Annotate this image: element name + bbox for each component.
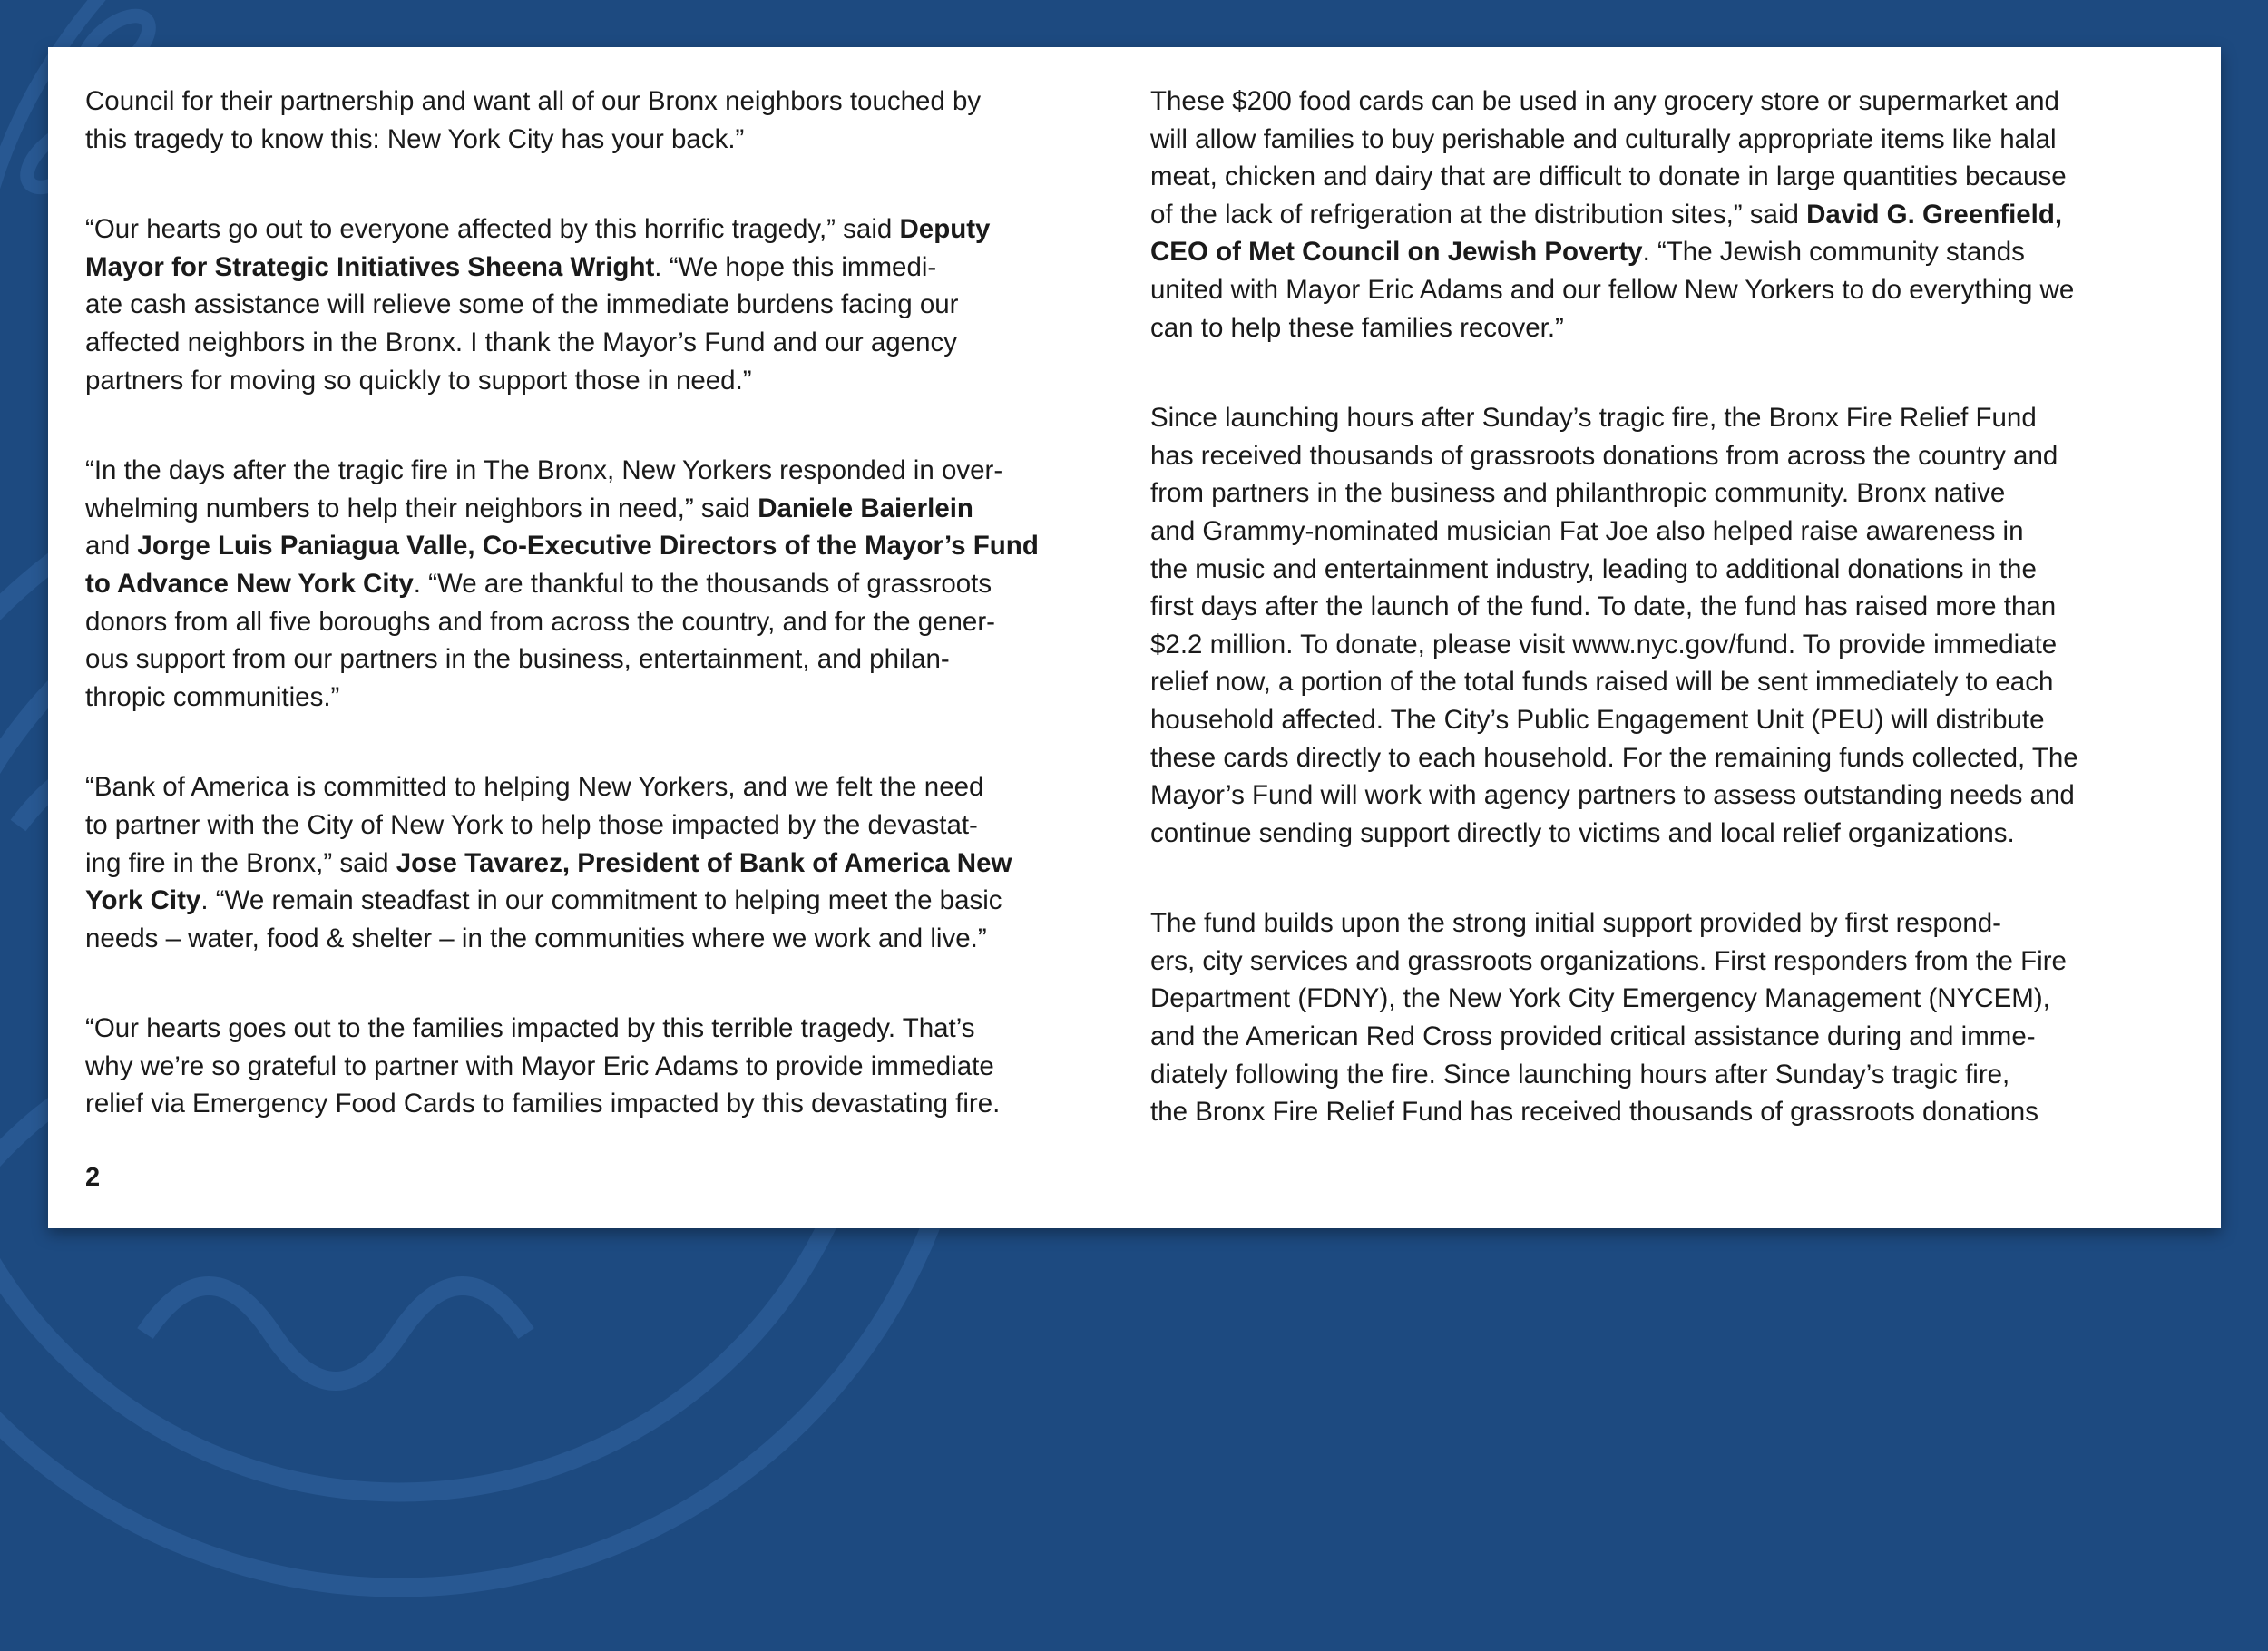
paragraph-text: “In the days after the tragic fire in The Bronx, New Yorkers responded in over- whelming numbers to help their neighbors in need,” said (85, 455, 1003, 523)
bold-attribution: Deputy Mayor for Strategic Initiatives Sheena Wright (85, 214, 991, 282)
paragraph-text: . “The Jewish community stands united with Mayor Eric Adams and our fellow New Yorkers to do everything we can to help these families recover.” (1150, 237, 2075, 343)
paragraph-text: Council for their partnership and want all of our Bronx neighbors touched by this tragedy to know this: New York City has your back.” (85, 86, 982, 154)
document-page (48, 47, 2221, 1228)
bold-attribution: Daniele Baierlein (758, 493, 973, 523)
paragraph-text: The fund builds upon the strong initial support provided by first respond- ers, city services and grassroots organizations. First responders from the Fire Department (FDNY), the New York City Emergency Management (NYCEM), and the American Red Cross provided critical assistance during and imme- diately following the fire. Since launching hours after Sunday’s tragic fire, the Bronx Fire Relief Fund has received thousands of grassroots donations (1150, 908, 2067, 1128)
paragraph-text: Since launching hours after Sunday’s tragic fire, the Bronx Fire Relief Fund has received thousands of grassroots donations from across the country and from partners in the business and philanthropic community. Bronx native and Grammy-nominated musician Fat Joe also helped raise awareness in the music and entertainment industry, leading to additional donations in the first days after the launch of the fund. To date, the fund has raised more than $2.2 million. To donate, please visit www.nyc.gov/fund. To provide immediate relief now, a portion of the total funds raised will be sent immediately to each household affected. The City’s Public Engagement Unit (PEU) will distribute these cards directly to each household. For the remaining funds collected, The Mayor’s Fund will work with agency partners to assess outstanding needs and continue sending support directly to victims and local relief organizations. (1150, 403, 2078, 848)
paragraph-p1 (85, 83, 1129, 158)
right-text-column (1150, 83, 2194, 1184)
bold-attribution: Jorge Luis Paniagua Valle, Co-Executive Directors of the Mayor’s Fund to Advance New York City (85, 531, 1039, 599)
paragraph-p6 (1150, 83, 2194, 347)
paragraph-text: “Our hearts goes out to the families impacted by this terrible tragedy. That’s why we’re so grateful to partner with Mayor Eric Adams to provide immediate relief via Emergency Food Cards to families impacted by this devastating fire. (85, 1013, 1001, 1119)
paragraph-text: . “We remain steadfast in our commitment to helping meet the basic needs – water, food & shelter – in the communities where we work and live.” (85, 885, 1002, 953)
paragraph-p4 (85, 768, 1129, 957)
bold-attribution: David G. Greenfield, CEO of Met Council on Jewish Poverty (1150, 199, 2063, 268)
paragraph-text: “Our hearts go out to everyone affected by this horrific tragedy,” said (85, 214, 900, 245)
left-text-column (85, 83, 1129, 1176)
paragraph-p7 (1150, 399, 2194, 852)
paragraph-p3 (85, 452, 1129, 716)
paragraph-text: . “We are thankful to the thousands of grassroots donors from all five boroughs and from across the country, and for the gener- ous support from our partners in the business, entertainment, and philan- thropic communities.” (85, 568, 995, 712)
paragraph-text: These $200 food cards can be used in any grocery store or supermarket and will allow families to buy perishable and culturally appropriate items like halal meat, chicken and dairy that are difficult to donate in large quantities because of the lack of refrigeration at the distribution sites,” said (1150, 86, 2067, 230)
bold-attribution: Jose Tavarez, President of Bank of America New York City (85, 847, 1012, 916)
paragraph-p2 (85, 210, 1129, 399)
page-number: 2 (85, 1163, 101, 1192)
paragraph-text: . “We hope this immedi- ate cash assistance will relieve some of the immediate burdens facing our affected neighbors in the Bronx. I thank the Mayor’s Fund and our agency partners for moving so quickly to support those in need.” (85, 251, 959, 396)
paragraph-p8 (1150, 904, 2194, 1131)
paragraph-p5 (85, 1010, 1129, 1123)
paragraph-text: and (85, 531, 131, 562)
paragraph-text: “Bank of America is committed to helping New Yorkers, and we felt the need to partner with the City of New York to help those impacted by the devastat- ing fire in the Bronx,” said (85, 772, 984, 878)
